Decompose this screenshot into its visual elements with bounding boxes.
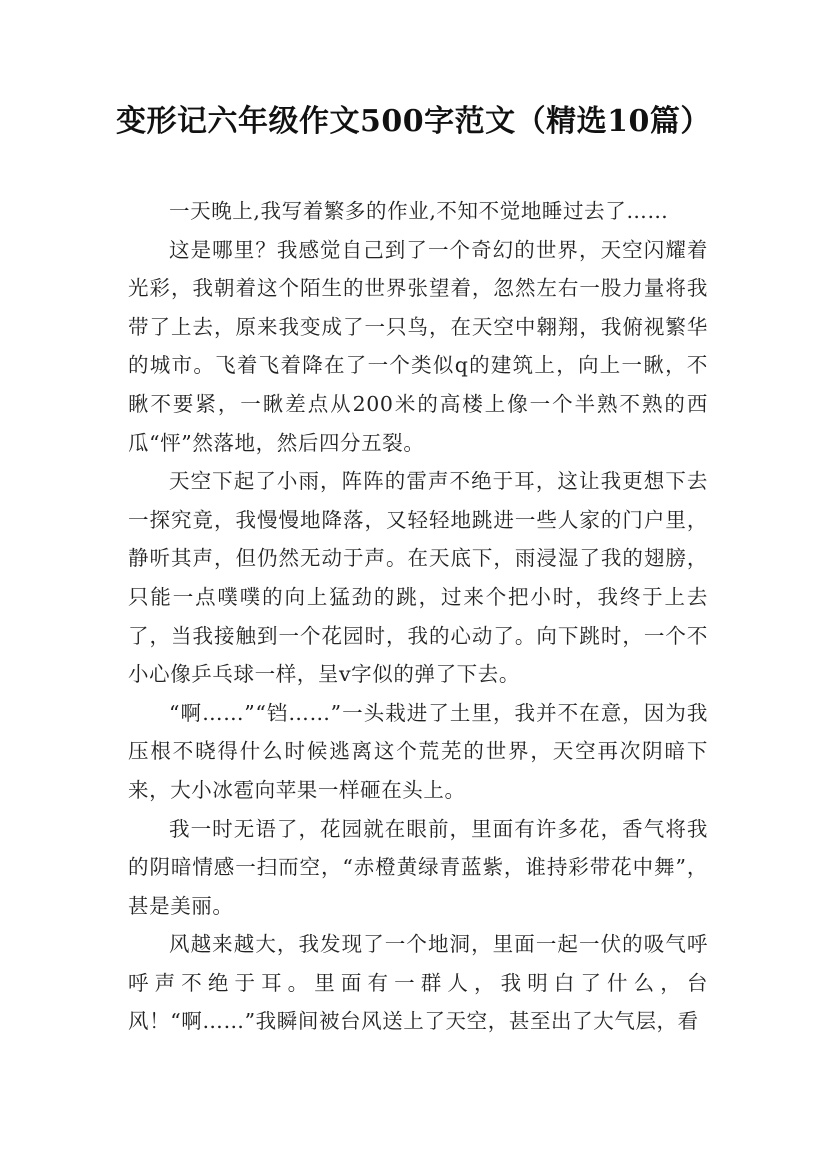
paragraph-4: “啊……”“铛……”一头栽进了土里，我并不在意，因为我压根不晓得什么时候逃离这个荒芜的世界，天空再次阴暗下来，大小冰雹向苹果一样砸在头上。 [128, 700, 708, 802]
paragraph-1: 一天晚上,我写着繁多的作业,不知不觉地睡过去了…… [169, 199, 669, 223]
paragraph-2: 这是哪里？我感觉自己到了一个奇幻的世界，天空闪耀着光彩，我朝着这个陌生的世界张望着，忽然左右一股力量将我带了上去，原来我变成了一只鸟，在天空中翱翔，我俯视繁华的城市。飞着飞着降在了一个类似q的建筑上，向上一瞅，不瞅不要紧，一瞅差点从200米的高楼上像一个半熟不熟的西瓜“怦”然落地，然后四分五裂。 [128, 237, 708, 455]
paragraph-6: 风越来越大，我发现了一个地洞，里面一起一伏的吸气呼呼声不绝于耳。里面有一群人，我明白了什么，台风！“啊……”我瞬间被台风送上了天空，甚至出了大气层，看 [128, 932, 708, 1034]
paragraph-3: 天空下起了小雨，阵阵的雷声不绝于耳，这让我更想下去一探究竟，我慢慢地降落，又轻轻地跳进一些人家的门户里，静听其声，但仍然无动于声。在天底下，雨浸湿了我的翅膀，只能一点噗噗的向上猛劲的跳，过来个把小时，我终于上去了，当我接触到一个花园时，我的心动了。向下跳时，一个不小心像乒乓球一样，呈v字似的弹了下去。 [128, 469, 708, 687]
paragraph-5: 我一时无语了，花园就在眼前，里面有许多花，香气将我的阴暗情感一扫而空，“赤橙黄绿青蓝紫，谁持彩带花中舞”，甚是美丽。 [128, 816, 708, 918]
document-body [128, 192, 708, 1041]
document-title: 变形记六年级作文500字范文（精选10篇） [116, 104, 711, 139]
